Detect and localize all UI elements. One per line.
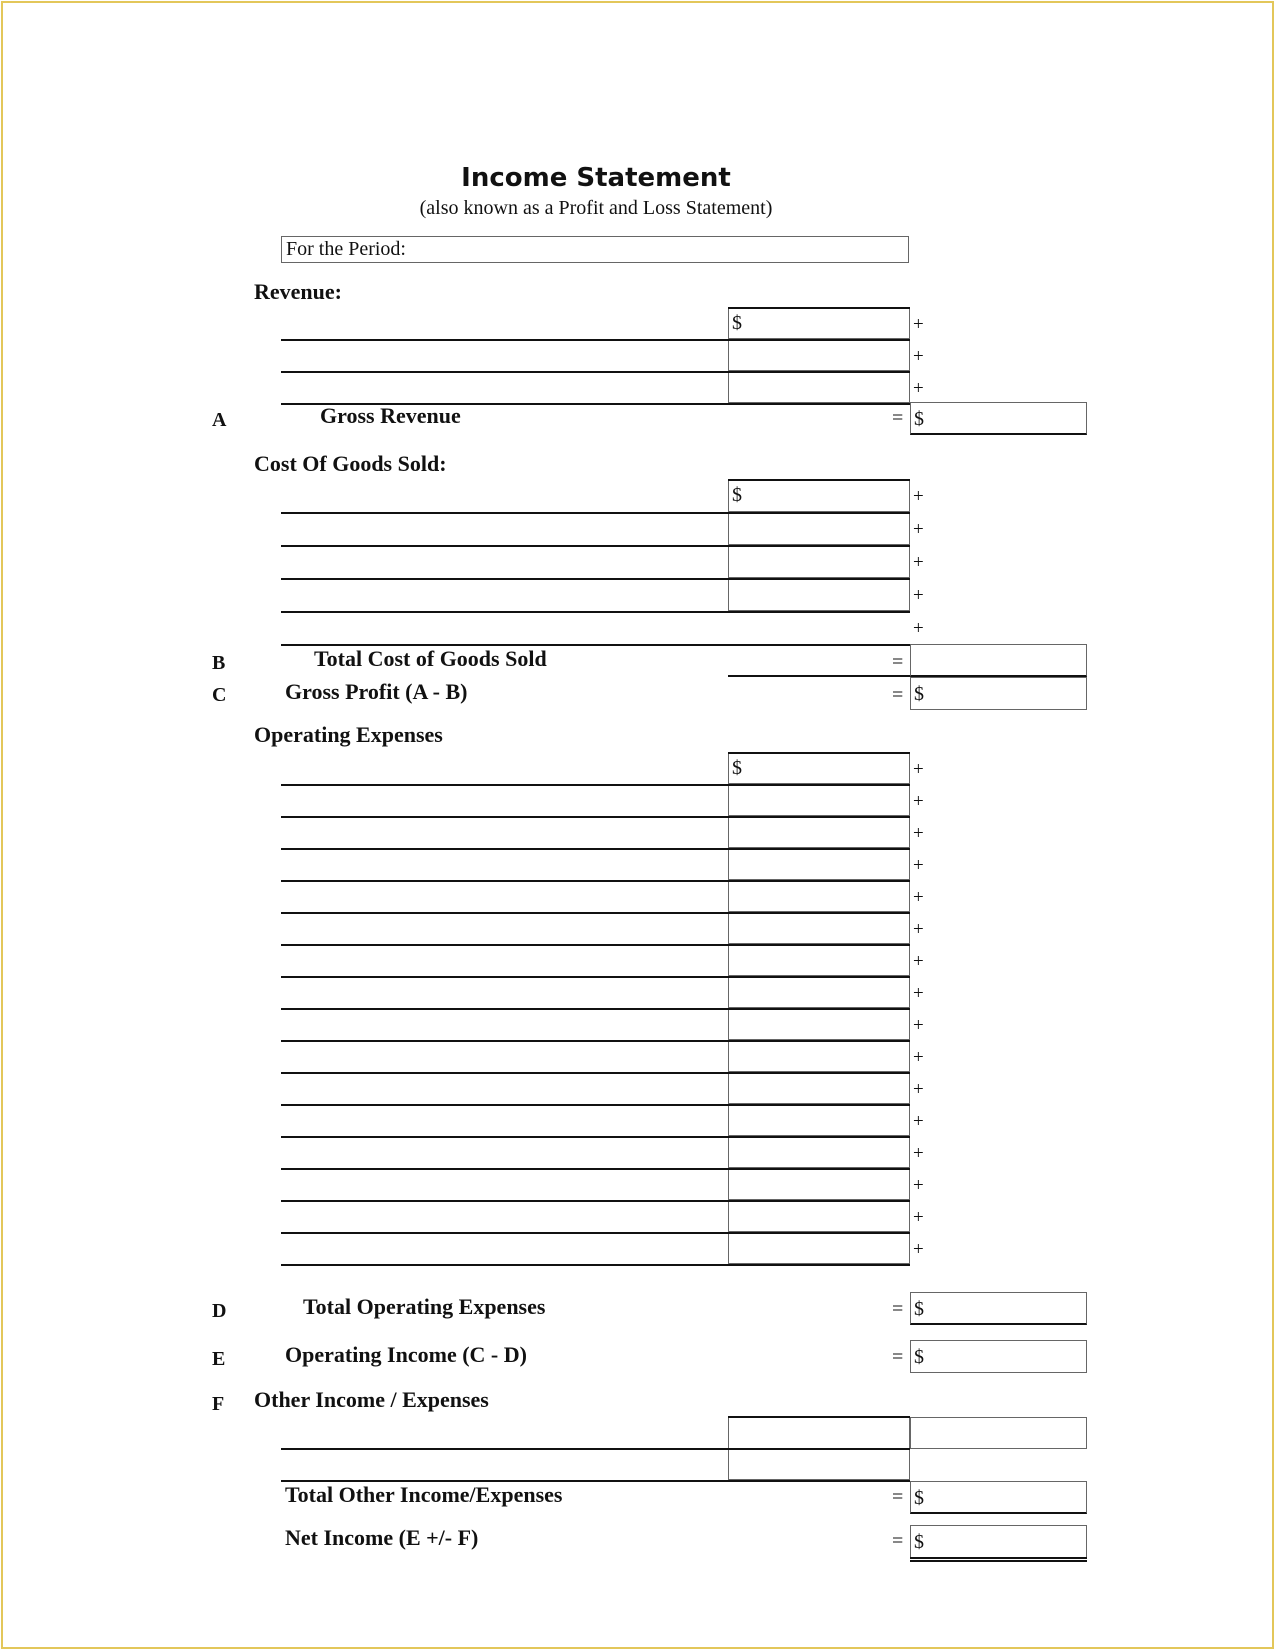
period-field[interactable]: For the Period:: [281, 236, 909, 263]
revenue-amount-field[interactable]: $: [728, 309, 910, 339]
operating-income-equals: =: [892, 1346, 904, 1368]
gross-profit-equals: =: [892, 684, 904, 706]
opex-amount-field[interactable]: [728, 1170, 910, 1200]
net-income-label: Net Income (E +/- F): [285, 1525, 479, 1550]
gross-revenue-total-field[interactable]: $: [910, 402, 1087, 435]
net-income-equals: =: [892, 1530, 904, 1552]
gross-revenue-equals: =: [892, 407, 904, 429]
total-opex-equals: =: [892, 1298, 904, 1320]
opex-amount-field[interactable]: [728, 1234, 910, 1264]
opex-amount-field[interactable]: $: [728, 754, 910, 784]
total-other-equals: =: [892, 1486, 904, 1508]
opex-amount-field[interactable]: [728, 850, 910, 880]
other-amount-field-2[interactable]: [728, 1450, 910, 1480]
total-other-field[interactable]: $: [910, 1481, 1087, 1514]
opex-amount-field[interactable]: [728, 1010, 910, 1040]
cogs-plus-sign: +: [913, 552, 924, 573]
total-cogs-label: Total Cost of Goods Sold: [314, 646, 547, 671]
page-subtitle: (also known as a Profit and Loss Statement): [419, 197, 773, 219]
net-income-double-underline: [910, 1557, 1087, 1562]
gross-profit-letter: C: [212, 684, 227, 706]
total-cogs-field[interactable]: [910, 644, 1087, 677]
total-opex-letter: D: [212, 1300, 227, 1322]
opex-plus-sign: +: [913, 791, 924, 812]
opex-amount-field[interactable]: [728, 914, 910, 944]
cogs-amount-field[interactable]: [728, 514, 910, 545]
opex-plus-sign: +: [913, 1239, 924, 1260]
cogs-entry-line[interactable]: [281, 611, 910, 613]
opex-amount-field[interactable]: [728, 1202, 910, 1232]
cogs-heading: Cost Of Goods Sold:: [254, 451, 447, 476]
cogs-plus-sign: +: [913, 486, 924, 507]
cogs-plus-sign: +: [913, 618, 924, 639]
opex-plus-sign: +: [913, 1175, 924, 1196]
other-letter: F: [212, 1393, 225, 1415]
opex-amount-field[interactable]: [728, 786, 910, 816]
opex-plus-sign: +: [913, 759, 924, 780]
opex-amount-field[interactable]: [728, 946, 910, 976]
opex-plus-sign: +: [913, 1079, 924, 1100]
opex-plus-sign: +: [913, 823, 924, 844]
other-total-field-1[interactable]: [910, 1417, 1087, 1449]
cogs-amount-field[interactable]: [728, 580, 910, 611]
page-title: Income Statement: [461, 163, 731, 193]
opex-plus-sign: +: [913, 1143, 924, 1164]
opex-entry-line[interactable]: [281, 1264, 910, 1266]
total-other-label: Total Other Income/Expenses: [285, 1482, 563, 1507]
cogs-amount-field[interactable]: [728, 547, 910, 578]
revenue-amount-field[interactable]: [728, 373, 910, 403]
opex-amount-field[interactable]: [728, 818, 910, 848]
total-cogs-letter: B: [212, 652, 226, 674]
cogs-plus-sign: +: [913, 585, 924, 606]
opex-plus-sign: +: [913, 1015, 924, 1036]
opex-amount-field[interactable]: [728, 1138, 910, 1168]
opex-plus-sign: +: [913, 1111, 924, 1132]
total-opex-field[interactable]: $: [910, 1292, 1087, 1325]
opex-amount-field[interactable]: [728, 882, 910, 912]
revenue-amount-field[interactable]: [728, 341, 910, 371]
operating-income-field[interactable]: $: [910, 1340, 1087, 1373]
gross-revenue-letter: A: [212, 409, 227, 431]
opex-plus-sign: +: [913, 983, 924, 1004]
opex-plus-sign: +: [913, 951, 924, 972]
other-heading: Other Income / Expenses: [254, 1387, 489, 1412]
revenue-plus-sign: +: [913, 378, 924, 399]
net-income-field[interactable]: $: [910, 1525, 1087, 1558]
other-amount-field-1[interactable]: [728, 1418, 910, 1449]
opex-plus-sign: +: [913, 1207, 924, 1228]
revenue-plus-sign: +: [913, 314, 924, 335]
opex-amount-field[interactable]: [728, 1042, 910, 1072]
opex-amount-field[interactable]: [728, 978, 910, 1008]
cogs-amount-field[interactable]: $: [728, 481, 910, 512]
opex-plus-sign: +: [913, 855, 924, 876]
operating-income-letter: E: [212, 1348, 226, 1370]
opex-plus-sign: +: [913, 919, 924, 940]
gross-profit-label: Gross Profit (A - B): [285, 679, 468, 704]
revenue-plus-sign: +: [913, 346, 924, 367]
total-opex-label: Total Operating Expenses: [303, 1294, 546, 1319]
opex-amount-field[interactable]: [728, 1106, 910, 1136]
opex-plus-sign: +: [913, 1047, 924, 1068]
gross-revenue-label: Gross Revenue: [320, 403, 461, 428]
total-cogs-underline: [728, 675, 910, 677]
cogs-plus-sign: +: [913, 519, 924, 540]
total-cogs-equals: =: [892, 651, 904, 673]
operating-income-label: Operating Income (C - D): [285, 1342, 527, 1367]
opex-heading: Operating Expenses: [254, 722, 443, 747]
opex-amount-field[interactable]: [728, 1074, 910, 1104]
gross-profit-field[interactable]: $: [910, 677, 1087, 710]
revenue-heading: Revenue:: [254, 279, 342, 304]
opex-plus-sign: +: [913, 887, 924, 908]
